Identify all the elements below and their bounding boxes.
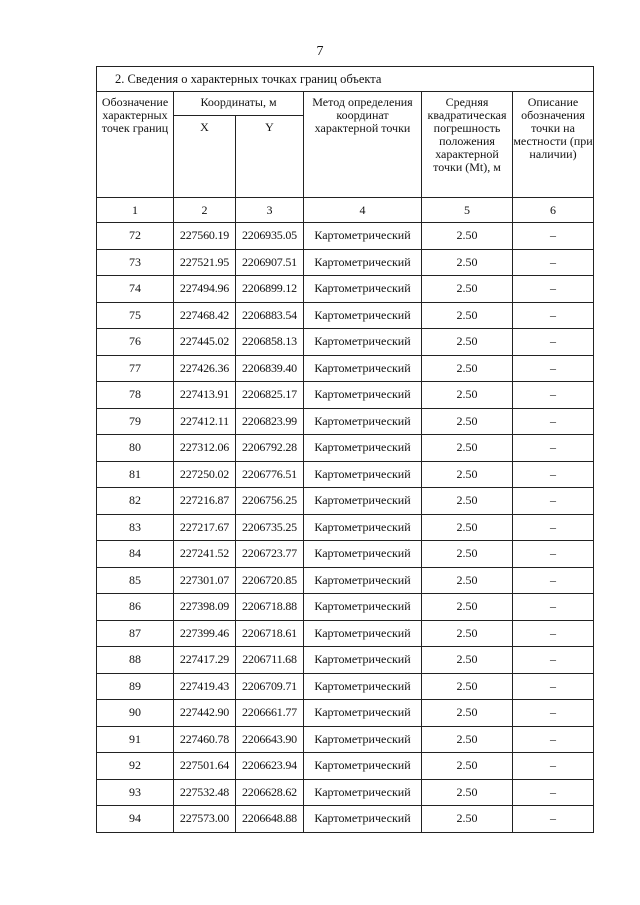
error-cell: 2.50 <box>422 647 513 674</box>
y-coordinate-cell: 2206661.77 <box>236 700 304 727</box>
x-coordinate-cell: 227312.06 <box>174 435 236 462</box>
x-coordinate-cell: 227501.64 <box>174 753 236 780</box>
method-cell: Картометрический <box>304 753 422 780</box>
method-cell: Картометрический <box>304 408 422 435</box>
description-cell: – <box>513 753 594 780</box>
point-number-cell: 76 <box>97 329 174 356</box>
method-cell: Картометрический <box>304 223 422 250</box>
error-cell: 2.50 <box>422 276 513 303</box>
x-coordinate-cell: 227445.02 <box>174 329 236 356</box>
y-coordinate-cell: 2206825.17 <box>236 382 304 409</box>
method-cell: Картометрический <box>304 620 422 647</box>
table-body <box>97 67 594 833</box>
header-x: X <box>174 116 236 198</box>
header-y: Y <box>236 116 304 198</box>
x-coordinate-cell: 227412.11 <box>174 408 236 435</box>
y-coordinate-cell: 2206735.25 <box>236 514 304 541</box>
method-cell: Картометрический <box>304 541 422 568</box>
x-coordinate-cell: 227468.42 <box>174 302 236 329</box>
point-number-cell: 72 <box>97 223 174 250</box>
x-coordinate-cell: 227426.36 <box>174 355 236 382</box>
table-row <box>97 329 594 356</box>
y-coordinate-cell: 2206899.12 <box>236 276 304 303</box>
point-number-cell: 92 <box>97 753 174 780</box>
table-row <box>97 355 594 382</box>
table-row <box>97 700 594 727</box>
error-cell: 2.50 <box>422 514 513 541</box>
error-cell: 2.50 <box>422 541 513 568</box>
table-row <box>97 647 594 674</box>
y-coordinate-cell: 2206776.51 <box>236 461 304 488</box>
table-row <box>97 779 594 806</box>
error-cell: 2.50 <box>422 700 513 727</box>
table-row <box>97 541 594 568</box>
description-cell: – <box>513 726 594 753</box>
y-coordinate-cell: 2206883.54 <box>236 302 304 329</box>
x-coordinate-cell: 227301.07 <box>174 567 236 594</box>
error-cell: 2.50 <box>422 753 513 780</box>
header-coordinates: Координаты, м <box>174 92 304 116</box>
method-cell: Картометрический <box>304 276 422 303</box>
description-cell: – <box>513 700 594 727</box>
description-cell: – <box>513 541 594 568</box>
x-coordinate-cell: 227521.95 <box>174 249 236 276</box>
y-coordinate-cell: 2206718.61 <box>236 620 304 647</box>
method-cell: Картометрический <box>304 461 422 488</box>
error-cell: 2.50 <box>422 726 513 753</box>
error-cell: 2.50 <box>422 355 513 382</box>
x-coordinate-cell: 227398.09 <box>174 594 236 621</box>
method-cell: Картометрический <box>304 647 422 674</box>
y-coordinate-cell: 2206792.28 <box>236 435 304 462</box>
column-number: 1 <box>97 198 174 223</box>
x-coordinate-cell: 227417.29 <box>174 647 236 674</box>
point-number-cell: 78 <box>97 382 174 409</box>
y-coordinate-cell: 2206907.51 <box>236 249 304 276</box>
description-cell: – <box>513 382 594 409</box>
method-cell: Картометрический <box>304 806 422 833</box>
description-cell: – <box>513 276 594 303</box>
x-coordinate-cell: 227532.48 <box>174 779 236 806</box>
x-coordinate-cell: 227241.52 <box>174 541 236 568</box>
table-row <box>97 514 594 541</box>
x-coordinate-cell: 227250.02 <box>174 461 236 488</box>
y-coordinate-cell: 2206643.90 <box>236 726 304 753</box>
y-coordinate-cell: 2206648.88 <box>236 806 304 833</box>
error-cell: 2.50 <box>422 594 513 621</box>
table-row <box>97 276 594 303</box>
description-cell: – <box>513 435 594 462</box>
method-cell: Картометрический <box>304 329 422 356</box>
method-cell: Картометрический <box>304 567 422 594</box>
x-coordinate-cell: 227399.46 <box>174 620 236 647</box>
x-coordinate-cell: 227217.67 <box>174 514 236 541</box>
point-number-cell: 94 <box>97 806 174 833</box>
description-cell: – <box>513 355 594 382</box>
point-number-cell: 89 <box>97 673 174 700</box>
point-number-cell: 85 <box>97 567 174 594</box>
method-cell: Картометрический <box>304 514 422 541</box>
page-number: 7 <box>316 44 324 59</box>
table-row <box>97 223 594 250</box>
method-cell: Картометрический <box>304 249 422 276</box>
method-cell: Картометрический <box>304 435 422 462</box>
table-row <box>97 726 594 753</box>
point-number-cell: 81 <box>97 461 174 488</box>
y-coordinate-cell: 2206628.62 <box>236 779 304 806</box>
description-cell: – <box>513 647 594 674</box>
description-cell: – <box>513 514 594 541</box>
x-coordinate-cell: 227442.90 <box>174 700 236 727</box>
table-row <box>97 461 594 488</box>
header-row-1 <box>97 92 594 116</box>
x-coordinate-cell: 227460.78 <box>174 726 236 753</box>
description-cell: – <box>513 461 594 488</box>
error-cell: 2.50 <box>422 435 513 462</box>
y-coordinate-cell: 2206935.05 <box>236 223 304 250</box>
error-cell: 2.50 <box>422 223 513 250</box>
table-row <box>97 594 594 621</box>
section-title: 2. Сведения о характерных точках границ объекта <box>97 67 594 92</box>
point-number-cell: 88 <box>97 647 174 674</box>
method-cell: Картометрический <box>304 355 422 382</box>
method-cell: Картометрический <box>304 726 422 753</box>
point-number-cell: 93 <box>97 779 174 806</box>
table-row <box>97 753 594 780</box>
x-coordinate-cell: 227560.19 <box>174 223 236 250</box>
column-number: 3 <box>236 198 304 223</box>
table-row <box>97 408 594 435</box>
x-coordinate-cell: 227419.43 <box>174 673 236 700</box>
error-cell: 2.50 <box>422 806 513 833</box>
y-coordinate-cell: 2206709.71 <box>236 673 304 700</box>
description-cell: – <box>513 302 594 329</box>
table-row <box>97 673 594 700</box>
column-number: 4 <box>304 198 422 223</box>
description-cell: – <box>513 620 594 647</box>
error-cell: 2.50 <box>422 329 513 356</box>
y-coordinate-cell: 2206839.40 <box>236 355 304 382</box>
method-cell: Картометрический <box>304 700 422 727</box>
x-coordinate-cell: 227413.91 <box>174 382 236 409</box>
point-number-cell: 74 <box>97 276 174 303</box>
error-cell: 2.50 <box>422 620 513 647</box>
error-cell: 2.50 <box>422 408 513 435</box>
table-row <box>97 382 594 409</box>
method-cell: Картометрический <box>304 302 422 329</box>
point-number-cell: 91 <box>97 726 174 753</box>
point-number-cell: 90 <box>97 700 174 727</box>
description-cell: – <box>513 567 594 594</box>
header-method: Метод определения координат характерной точки <box>304 92 422 198</box>
description-cell: – <box>513 408 594 435</box>
boundary-points-table <box>96 66 594 833</box>
point-number-cell: 73 <box>97 249 174 276</box>
x-coordinate-cell: 227494.96 <box>174 276 236 303</box>
error-cell: 2.50 <box>422 779 513 806</box>
header-error: Средняя квадратическая погрешность положения характерной точки (Mt), м <box>422 92 513 198</box>
y-coordinate-cell: 2206723.77 <box>236 541 304 568</box>
column-number: 6 <box>513 198 594 223</box>
error-cell: 2.50 <box>422 567 513 594</box>
method-cell: Картометрический <box>304 488 422 515</box>
error-cell: 2.50 <box>422 461 513 488</box>
x-coordinate-cell: 227573.00 <box>174 806 236 833</box>
method-cell: Картометрический <box>304 673 422 700</box>
point-number-cell: 82 <box>97 488 174 515</box>
table-row <box>97 567 594 594</box>
description-cell: – <box>513 779 594 806</box>
point-number-cell: 75 <box>97 302 174 329</box>
table-row <box>97 488 594 515</box>
table-row <box>97 435 594 462</box>
y-coordinate-cell: 2206756.25 <box>236 488 304 515</box>
y-coordinate-cell: 2206718.88 <box>236 594 304 621</box>
y-coordinate-cell: 2206711.68 <box>236 647 304 674</box>
description-cell: – <box>513 594 594 621</box>
column-number: 2 <box>174 198 236 223</box>
point-number-cell: 79 <box>97 408 174 435</box>
description-cell: – <box>513 329 594 356</box>
point-number-cell: 84 <box>97 541 174 568</box>
error-cell: 2.50 <box>422 488 513 515</box>
description-cell: – <box>513 673 594 700</box>
description-cell: – <box>513 249 594 276</box>
method-cell: Картометрический <box>304 779 422 806</box>
x-coordinate-cell: 227216.87 <box>174 488 236 515</box>
error-cell: 2.50 <box>422 673 513 700</box>
column-numbers-row <box>97 198 594 223</box>
error-cell: 2.50 <box>422 249 513 276</box>
column-number: 5 <box>422 198 513 223</box>
y-coordinate-cell: 2206823.99 <box>236 408 304 435</box>
point-number-cell: 77 <box>97 355 174 382</box>
y-coordinate-cell: 2206623.94 <box>236 753 304 780</box>
y-coordinate-cell: 2206720.85 <box>236 567 304 594</box>
point-number-cell: 86 <box>97 594 174 621</box>
point-number-cell: 83 <box>97 514 174 541</box>
table-row <box>97 249 594 276</box>
error-cell: 2.50 <box>422 382 513 409</box>
method-cell: Картометрический <box>304 382 422 409</box>
table-row <box>97 806 594 833</box>
y-coordinate-cell: 2206858.13 <box>236 329 304 356</box>
description-cell: – <box>513 806 594 833</box>
point-number-cell: 80 <box>97 435 174 462</box>
table-row <box>97 620 594 647</box>
point-number-cell: 87 <box>97 620 174 647</box>
table-row <box>97 302 594 329</box>
description-cell: – <box>513 223 594 250</box>
header-description: Описание обозначения точки на местности (при наличии) <box>513 92 594 198</box>
header-designation: Обозначение характерных точек границ <box>97 92 174 198</box>
description-cell: – <box>513 488 594 515</box>
table-caption-row <box>97 67 594 92</box>
error-cell: 2.50 <box>422 302 513 329</box>
method-cell: Картометрический <box>304 594 422 621</box>
